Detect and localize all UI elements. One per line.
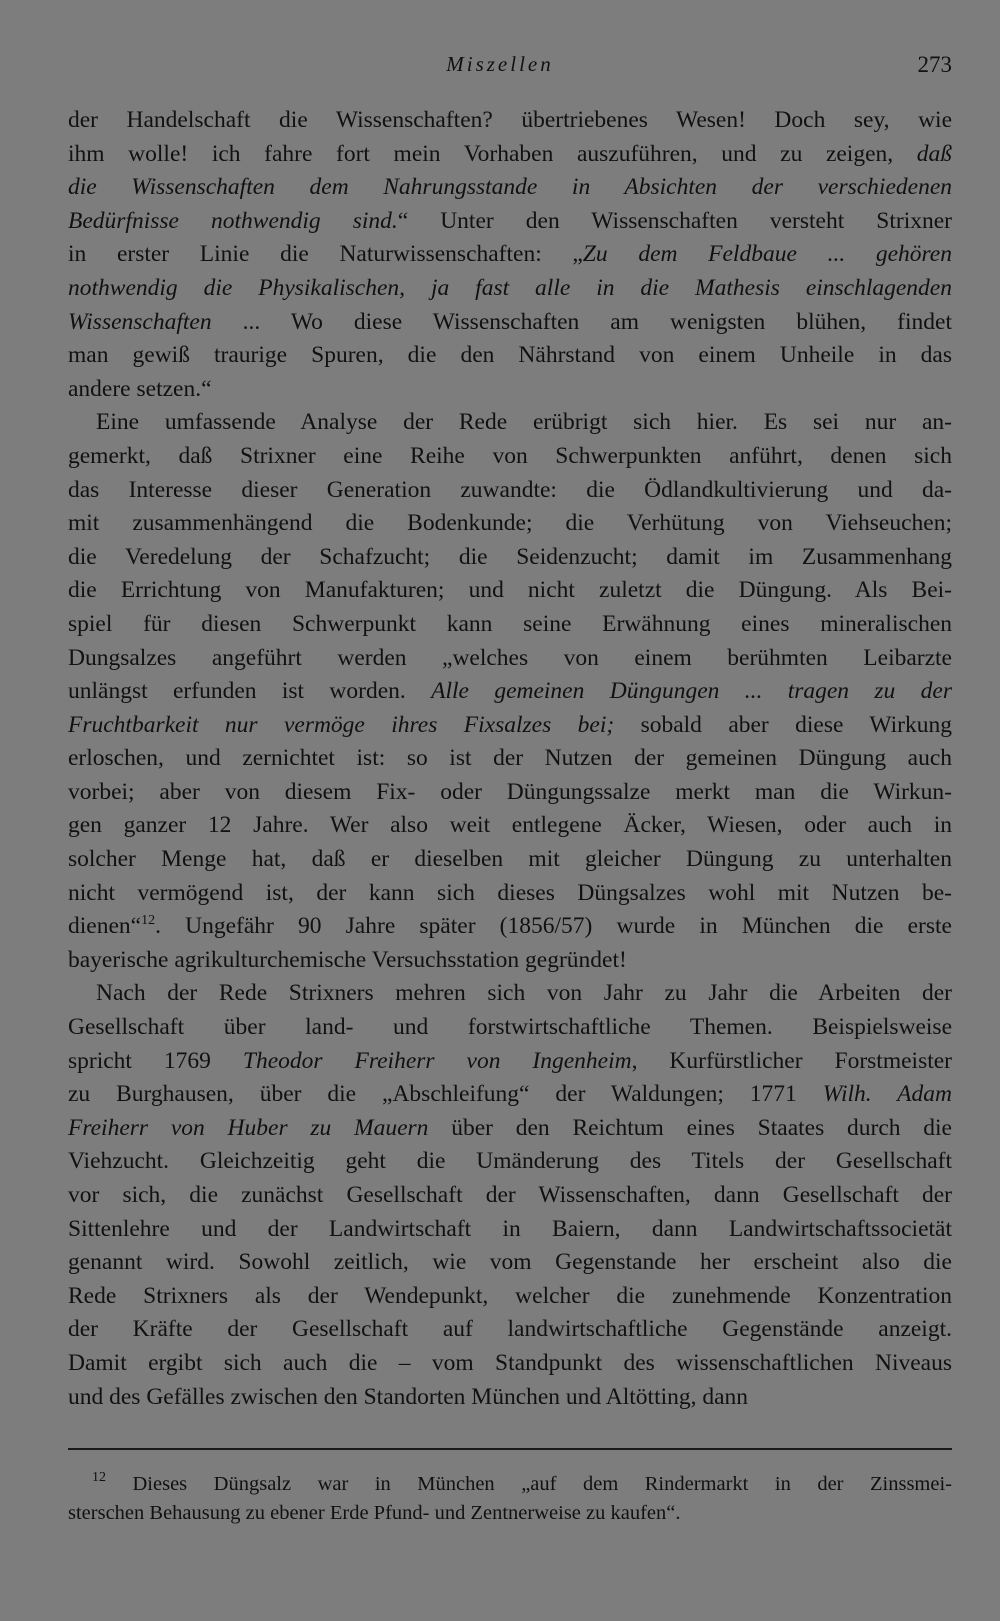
text-run: die Wissenschaften dem Nahrungsstande in Absichten der verschiedenen — [68, 174, 952, 201]
text-run: und des Gefälles zwischen den Standorten München und Altötting, dann — [68, 1383, 749, 1410]
text-run: spiel für diesen Schwerpunkt kann seine Erwähnung eines mineralischen — [68, 610, 952, 637]
text-run: Eine umfassende Analyse der Rede erübrigt sich hier. Es sei nur an- — [96, 409, 952, 436]
text-line — [68, 877, 952, 911]
footnote-line — [68, 1470, 952, 1499]
text-run: Viehzucht. Gleichzeitig geht die Umänderung des Titels der Gesellschaft — [68, 1148, 952, 1175]
text-run: Nach der Rede Strixners mehren sich von Jahr zu Jahr die Arbeiten der — [96, 980, 952, 1007]
footnote-marker: 12 — [92, 1470, 106, 1485]
footnote-line — [68, 1499, 952, 1528]
text-line — [68, 1280, 952, 1314]
text-line — [68, 272, 952, 306]
text-run: gemerkt, daß Strixner eine Reihe von Schwerpunkten anführt, denen sich — [68, 442, 952, 469]
text-run: . Ungefähr 90 Jahre später (1856/57) wurde in München die erste — [155, 913, 952, 940]
text-line — [68, 1213, 952, 1247]
text-line — [68, 642, 952, 676]
text-line — [68, 1045, 952, 1079]
text-run: Zu dem Feldbaue ... gehören — [582, 241, 952, 268]
page-number: 273 — [917, 52, 952, 77]
text-line — [68, 205, 952, 239]
text-line — [68, 776, 952, 810]
text-line — [68, 104, 952, 138]
text-run: spricht 1769 — [68, 1047, 243, 1074]
text-run: über den Reichtum eines Staates durch die — [428, 1114, 952, 1141]
text-line — [68, 138, 952, 172]
text-run: das Interesse dieser Generation zuwandte: die Ödlandkultivierung und da- — [68, 476, 952, 503]
text-line — [68, 809, 952, 843]
text-line — [68, 1381, 952, 1415]
text-run: Dieses Düngsalz war in München „auf dem Rindermarkt in der Zinssmei- — [106, 1473, 952, 1495]
text-line — [68, 709, 952, 743]
text-run: ... Wo diese Wissenschaften am wenigsten blühen, findet — [211, 308, 952, 335]
text-run: ihm wolle! ich fahre fort mein Vorhaben auszuführen, und zu zeigen, — [68, 140, 917, 167]
text-run: Theodor Freiherr von Ingenheim — [242, 1047, 632, 1074]
text-run: solcher Menge hat, daß er dieselben mit gleicher Düngung zu unterhalten — [68, 846, 952, 873]
text-run: , Kurfürstlicher Forstmeister — [631, 1047, 952, 1074]
text-run: Alle gemeinen Düngungen ... tragen zu der — [431, 678, 952, 705]
text-run: mit zusammenhängend die Bodenkunde; die Verhütung von Viehseuchen; — [68, 510, 952, 537]
text-run: gen ganzer 12 Jahre. Wer also weit entlegene Äcker, Wiesen, oder auch in — [68, 812, 952, 839]
text-run: Bedürfnisse nothwendig sind. — [68, 207, 398, 234]
text-run: Damit ergibt sich auch die – vom Standpunkt des wissenschaftlichen Niveaus — [68, 1349, 952, 1376]
text-line — [68, 238, 952, 272]
text-line — [68, 440, 952, 474]
text-line — [68, 171, 952, 205]
footnote-rule — [68, 1448, 952, 1450]
text-line — [68, 406, 952, 440]
text-line — [68, 1112, 952, 1146]
text-line — [68, 306, 952, 340]
text-run: Rede Strixners als der Wendepunkt, welcher die zunehmende Konzentration — [68, 1282, 952, 1309]
text-run: in erster Linie die Naturwissenschaften: „ — [68, 241, 583, 268]
text-run: vor sich, die zunächst Gesellschaft der Wissenschaften, dann Gesellschaft der — [68, 1182, 952, 1208]
text-run: nicht vermögend ist, der kann sich dieses Düngsalzes wohl mit Nutzen be- — [68, 879, 952, 906]
text-line — [68, 1011, 952, 1045]
text-run: Wissenschaften — [68, 308, 212, 335]
text-line — [68, 910, 952, 944]
text-run: unlängst erfunden ist worden. — [68, 678, 432, 705]
text-run: bayerische agrikulturchemische Versuchsstation gegründet! — [68, 946, 627, 973]
text-line — [68, 742, 952, 776]
text-run: erloschen, und zernichtet ist: so ist der Nutzen der gemeinen Düngung auch — [68, 745, 952, 772]
footnote — [68, 1470, 952, 1528]
text-line — [68, 1145, 952, 1179]
text-line — [68, 675, 952, 709]
text-run: Gesellschaft über land- und forstwirtschaftliche Themen. Beispielsweise — [68, 1014, 952, 1041]
text-line — [68, 574, 952, 608]
text-run: die Veredelung der Schafzucht; die Seidenzucht; damit im Zusammenhang — [68, 543, 952, 570]
text-line — [68, 373, 952, 407]
text-run: Freiherr von Huber zu Mauern — [68, 1114, 429, 1141]
text-run: nothwendig die Physikalischen, ja fast alle in die Mathesis einschlagenden — [68, 274, 952, 301]
text-run: sterschen Behausung zu ebener Erde Pfund- und Zentnerweise zu kaufen“. — [68, 1502, 681, 1524]
text-run: man gewiß traurige Spuren, die den Nährstand von einem Unheile in das — [68, 342, 952, 369]
text-line — [68, 843, 952, 877]
text-run: sobald aber diese Wirkung — [614, 711, 952, 738]
text-run: die Errichtung von Manufakturen; und nicht zuletzt die Düngung. Als Bei- — [68, 577, 952, 604]
text-run: Dungsalzes angeführt werden „welches von einem berühmten Leibarzte — [68, 644, 952, 671]
text-run: zu Burghausen, über die „Abschleifung“ der Waldungen; 1771 — [68, 1081, 823, 1108]
text-run: daß — [916, 140, 952, 167]
text-run: dienen“ — [68, 913, 142, 940]
text-run: Fruchtbarkeit nur vermöge ihres Fixsalzes bei; — [68, 711, 615, 738]
text-run: Wilh. Adam — [822, 1081, 952, 1108]
text-line — [68, 474, 952, 508]
text-run: vorbei; aber von diesem Fix- oder Düngungssalze merkt man die Wirkun- — [68, 778, 952, 805]
text-line — [68, 1179, 952, 1213]
running-title: Miszellen — [446, 52, 554, 76]
text-run: genannt wird. Sowohl zeitlich, wie vom Gegenstande her erscheint also die — [68, 1249, 952, 1276]
text-run: der Handelschaft die Wissenschaften? übertriebenes Wesen! Doch sey, wie — [68, 107, 952, 133]
text-line — [68, 1246, 952, 1280]
text-run: “ Unter den Wissenschaften versteht Strixner — [397, 207, 953, 234]
text-line — [68, 1078, 952, 1112]
text-line — [68, 339, 952, 373]
text-run: Sittenlehre und der Landwirtschaft in Baiern, dann Landwirtschaftssocietät — [68, 1215, 952, 1242]
body-text — [68, 104, 952, 1414]
text-line — [68, 541, 952, 575]
text-line — [68, 977, 952, 1011]
text-line — [68, 1313, 952, 1347]
text-line — [68, 944, 952, 978]
text-line — [68, 507, 952, 541]
text-line — [68, 608, 952, 642]
text-run: der Kräfte der Gesellschaft auf landwirtschaftliche Gegenstände anzeigt. — [68, 1316, 952, 1343]
text-line — [68, 1347, 952, 1381]
text-run: andere setzen.“ — [68, 375, 212, 402]
running-head — [0, 50, 1000, 84]
footnote-marker: 12 — [141, 913, 156, 929]
